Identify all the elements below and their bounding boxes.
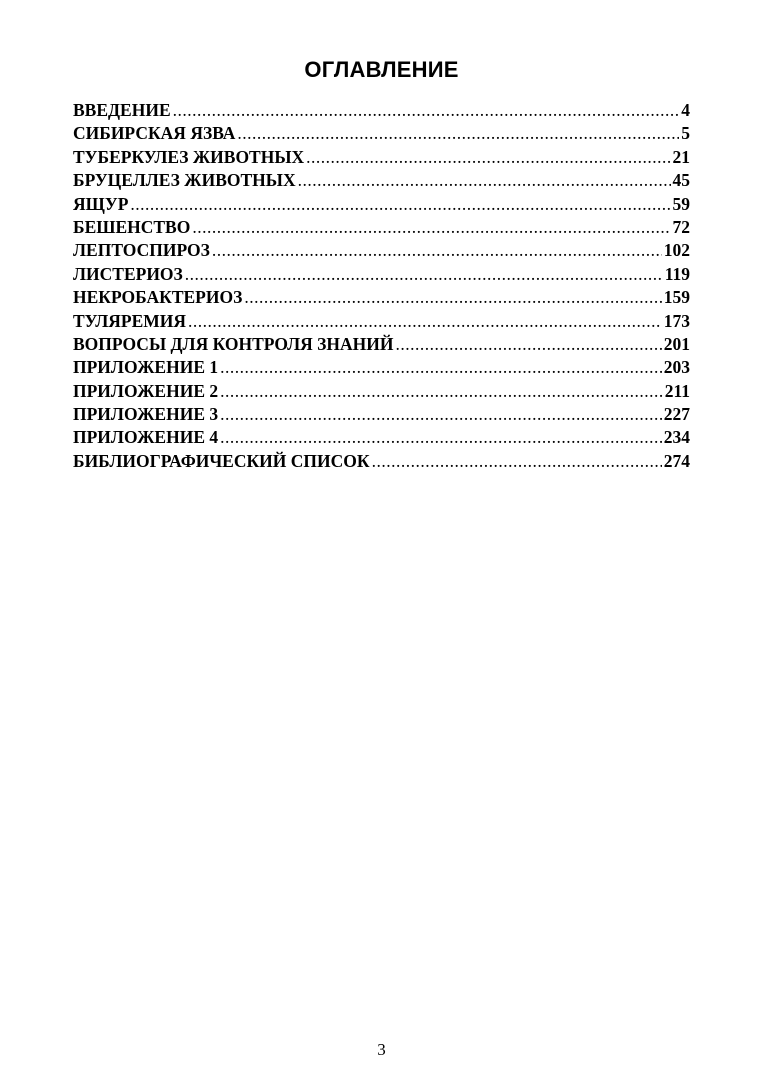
toc-entry-label: СИБИРСКАЯ ЯЗВА xyxy=(73,123,236,144)
toc-entry[interactable] xyxy=(73,286,690,309)
toc-entry[interactable] xyxy=(73,99,690,122)
toc-entry-label: БИБЛИОГРАФИЧЕСКИЙ СПИСОК xyxy=(73,450,370,471)
toc-dot-leader xyxy=(220,426,662,449)
toc-entry[interactable] xyxy=(73,263,690,286)
toc-entry-label: ПРИЛОЖЕНИЕ 3 xyxy=(73,404,219,425)
toc-dot-leader xyxy=(173,99,680,122)
toc-entry[interactable] xyxy=(73,380,690,403)
toc-entry-page: 203 xyxy=(663,357,690,378)
toc-dot-leader xyxy=(212,239,662,262)
toc-entry[interactable] xyxy=(73,169,690,192)
toc-dot-leader xyxy=(220,356,662,379)
toc-entry-label: НЕКРОБАКТЕРИОЗ xyxy=(73,287,243,308)
toc-entry-label: ТУБЕРКУЛЕЗ ЖИВОТНЫХ xyxy=(73,146,305,167)
toc-entry[interactable] xyxy=(73,122,690,145)
toc-dot-leader xyxy=(188,310,662,333)
toc-entry-page: 274 xyxy=(663,450,690,471)
toc-dot-leader xyxy=(192,216,670,239)
toc-entry-page: 72 xyxy=(672,216,690,237)
toc-dot-leader xyxy=(237,122,679,145)
toc-entry[interactable] xyxy=(73,216,690,239)
toc-entry-label: ПРИЛОЖЕНИЕ 2 xyxy=(73,380,219,401)
toc-title: ОГЛАВЛЕНИЕ xyxy=(304,57,459,82)
toc-entry[interactable] xyxy=(73,356,690,379)
toc-entry[interactable] xyxy=(73,333,690,356)
toc-entry[interactable] xyxy=(73,426,690,449)
toc-entry-page: 45 xyxy=(672,170,690,191)
toc-entry-label: ПРИЛОЖЕНИЕ 4 xyxy=(73,427,219,448)
toc-entry[interactable] xyxy=(73,310,690,333)
toc-list xyxy=(73,99,690,473)
toc-entry[interactable] xyxy=(73,193,690,216)
toc-entry-label: ЯЩУР xyxy=(73,193,129,214)
toc-entry-page: 21 xyxy=(672,146,690,167)
toc-dot-leader xyxy=(130,193,670,216)
toc-dot-leader xyxy=(220,380,663,403)
toc-entry-page: 159 xyxy=(663,287,690,308)
toc-entry-page: 227 xyxy=(663,404,690,425)
toc-entry-label: ЛЕПТОСПИРОЗ xyxy=(73,240,210,261)
toc-entry[interactable] xyxy=(73,146,690,169)
toc-entry-label: ВВЕДЕНИЕ xyxy=(73,100,171,120)
toc-entry-page: 4 xyxy=(681,100,690,120)
toc-entry-label: ПРИЛОЖЕНИЕ 1 xyxy=(73,357,219,378)
toc-entry[interactable] xyxy=(73,450,690,473)
toc-entry-page: 173 xyxy=(663,310,690,331)
toc-entry-page: 201 xyxy=(663,333,690,354)
toc-dot-leader xyxy=(220,403,662,426)
toc-entry-label: БРУЦЕЛЛЕЗ ЖИВОТНЫХ xyxy=(73,170,296,191)
toc-dot-leader xyxy=(306,146,670,169)
toc-entry-page: 119 xyxy=(664,263,690,284)
toc-dot-leader xyxy=(185,263,663,286)
toc-entry-label: ЛИСТЕРИОЗ xyxy=(73,263,183,284)
page-number: 3 xyxy=(377,1040,386,1059)
toc-entry-page: 102 xyxy=(663,240,690,261)
toc-entry-page: 59 xyxy=(672,193,690,214)
toc-dot-leader xyxy=(244,286,661,309)
toc-entry-label: БЕШЕНСТВО xyxy=(73,216,191,237)
toc-dot-leader xyxy=(395,333,661,356)
toc-entry-label: ВОПРОСЫ ДЛЯ КОНТРОЛЯ ЗНАНИЙ xyxy=(73,333,394,354)
toc-entry[interactable] xyxy=(73,239,690,262)
toc-entry-page: 234 xyxy=(663,427,690,448)
toc-entry[interactable] xyxy=(73,403,690,426)
toc-entry-page: 211 xyxy=(664,380,690,401)
toc-dot-leader xyxy=(372,450,662,473)
toc-dot-leader xyxy=(298,169,671,192)
toc-entry-page: 5 xyxy=(681,123,690,144)
toc-entry-label: ТУЛЯРЕМИЯ xyxy=(73,310,187,331)
